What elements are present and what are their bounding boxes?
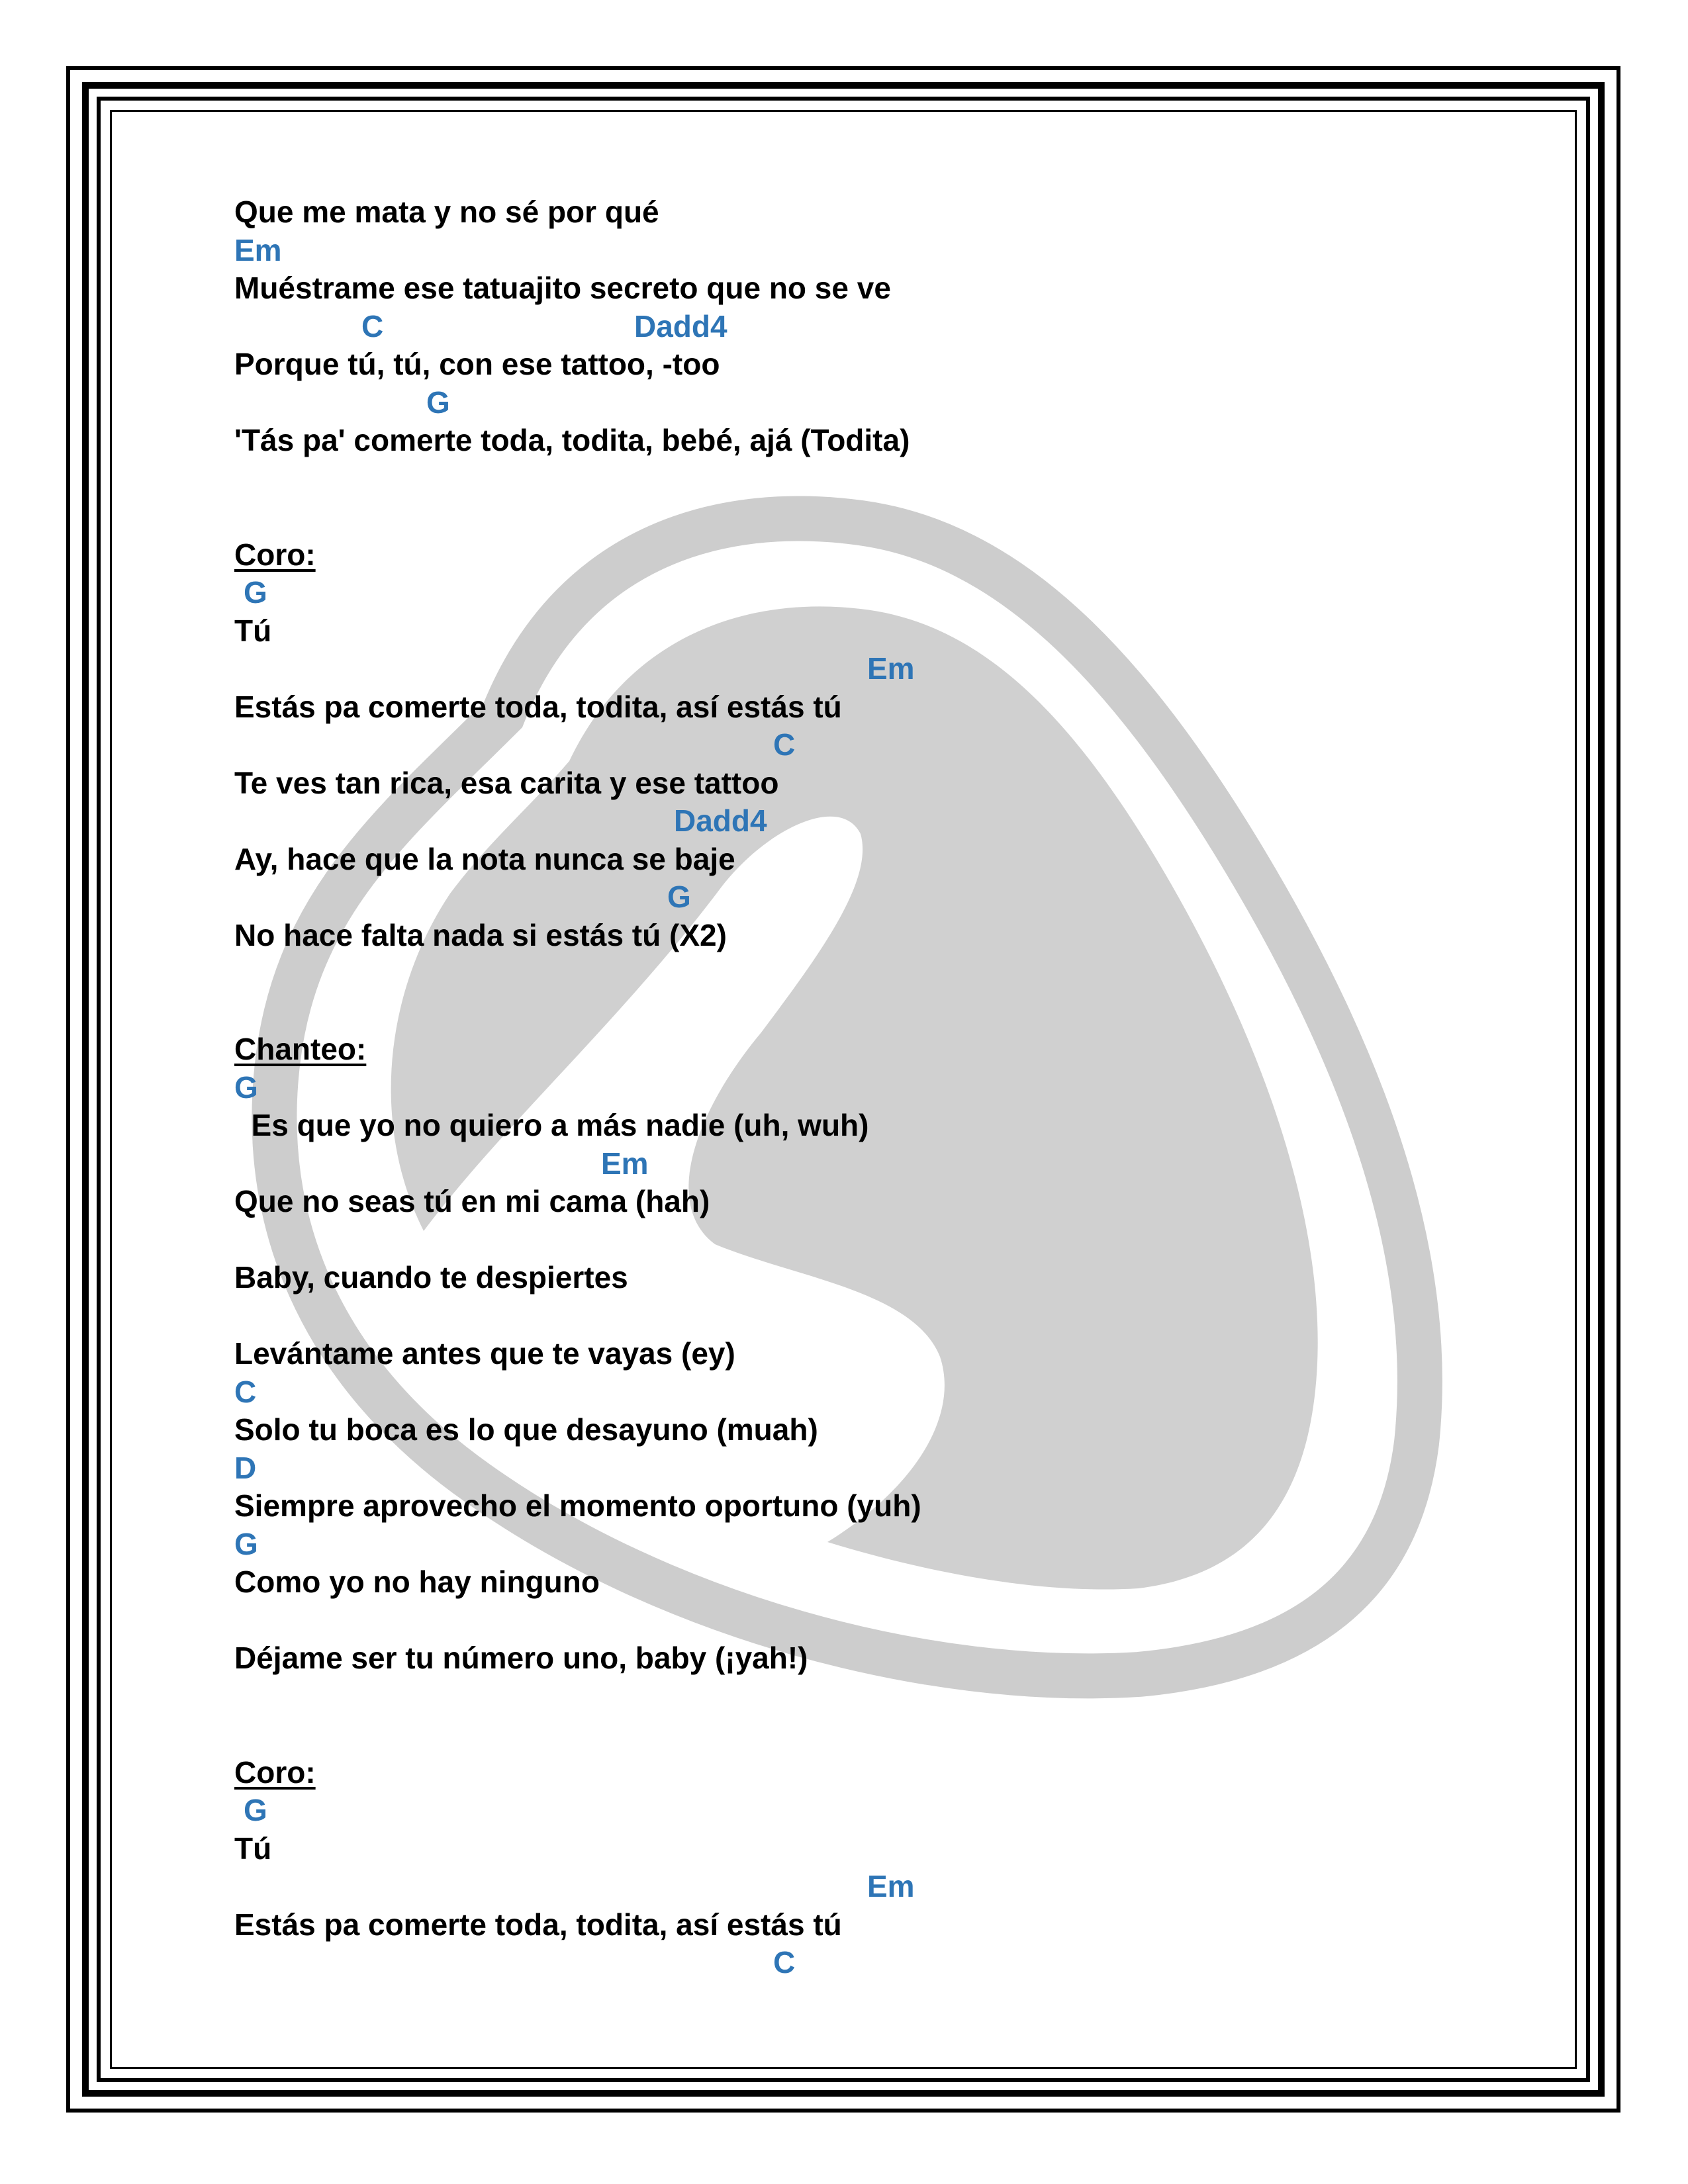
chord-line	[234, 1525, 1492, 1564]
lyric-line: Levántame antes que te vayas (ey)	[234, 1336, 735, 1371]
chord-label: C	[773, 727, 796, 762]
lyric-line: Déjame ser tu número uno, baby (¡yah!)	[234, 1641, 808, 1675]
blank-line	[234, 498, 1492, 536]
blank-line	[234, 1221, 1492, 1259]
blank-line	[234, 460, 1492, 498]
chord-label: Em	[601, 1146, 649, 1181]
chord-line	[234, 650, 1492, 688]
blank-line	[234, 1602, 1492, 1640]
lyric-line: Baby, cuando te despiertes	[234, 1260, 628, 1295]
lyric-line: Ay, hace que la nota nunca se baje	[234, 841, 735, 876]
lyric-line: Siempre aprovecho el momento oportuno (yuh)	[234, 1488, 921, 1523]
lyric-line: Que no seas tú en mi cama (hah)	[234, 1184, 710, 1218]
lyric-line: Te ves tan rica, esa carita y ese tattoo	[234, 765, 779, 800]
lyric-line: Muéstrame ese tatuajito secreto que no se ve	[234, 271, 891, 305]
section-heading: Chanteo:	[234, 1032, 367, 1066]
lyric-line: Porque tú, tú, con ese tattoo, -too	[234, 347, 720, 381]
section-heading: Coro:	[234, 1754, 316, 1790]
chord-line	[234, 1868, 1492, 1906]
chord-line	[234, 726, 1492, 764]
lyric-line: Tú	[234, 1831, 272, 1866]
chord-line	[234, 1373, 1492, 1412]
chord-label: Em	[234, 232, 282, 267]
song-sheet	[234, 193, 1492, 1982]
chord-label: G	[244, 575, 267, 610]
blank-line	[234, 993, 1492, 1031]
lyric-line: Es que yo no quiero a más nadie (uh, wuh)	[234, 1108, 869, 1142]
lyric-line: Tú	[234, 613, 272, 648]
chord-label: D	[234, 1450, 257, 1485]
lyric-line: Que me mata y no sé por qué	[234, 195, 659, 229]
chord-label: C	[361, 308, 384, 343]
blank-line	[234, 1297, 1492, 1336]
chord-line	[234, 384, 1492, 422]
chord-line	[234, 1145, 1492, 1183]
chord-line	[234, 1069, 1492, 1107]
chord-label: G	[234, 1069, 258, 1105]
chord-line	[234, 574, 1492, 612]
section-heading: Coro:	[234, 537, 316, 572]
chord-label: Dadd4	[674, 803, 767, 838]
blank-line	[234, 1678, 1492, 1716]
chord-label: G	[234, 1526, 258, 1561]
chord-line	[234, 308, 1492, 346]
chord-line	[234, 1449, 1492, 1488]
blank-line	[234, 954, 1492, 993]
chord-label: G	[667, 880, 691, 914]
lyric-line: No hace falta nada si estás tú (X2)	[234, 917, 727, 952]
lyric-line: Como yo no hay ninguno	[234, 1565, 600, 1599]
blank-line	[234, 1715, 1492, 1754]
chord-line	[234, 1792, 1492, 1830]
chord-label: C	[234, 1374, 257, 1409]
lyric-line: Estás pa comerte toda, todita, así estás tú	[234, 689, 842, 724]
chord-label: G	[244, 1793, 267, 1827]
chord-label: Em	[867, 651, 915, 686]
chord-line	[234, 878, 1492, 917]
chord-line	[234, 1944, 1492, 1982]
lyric-line: Solo tu boca es lo que desayuno (muah)	[234, 1412, 818, 1447]
chord-label: Em	[867, 1869, 915, 1903]
lyric-line: Estás pa comerte toda, todita, así estás tú	[234, 1907, 842, 1942]
chord-label: G	[426, 385, 450, 420]
chord-label: C	[773, 1945, 796, 1979]
chord-line	[234, 232, 1492, 270]
chord-line	[234, 802, 1492, 841]
lyric-line: 'Tás pa' comerte toda, todita, bebé, ajá (Todita)	[234, 423, 910, 457]
chord-label: Dadd4	[634, 308, 727, 343]
